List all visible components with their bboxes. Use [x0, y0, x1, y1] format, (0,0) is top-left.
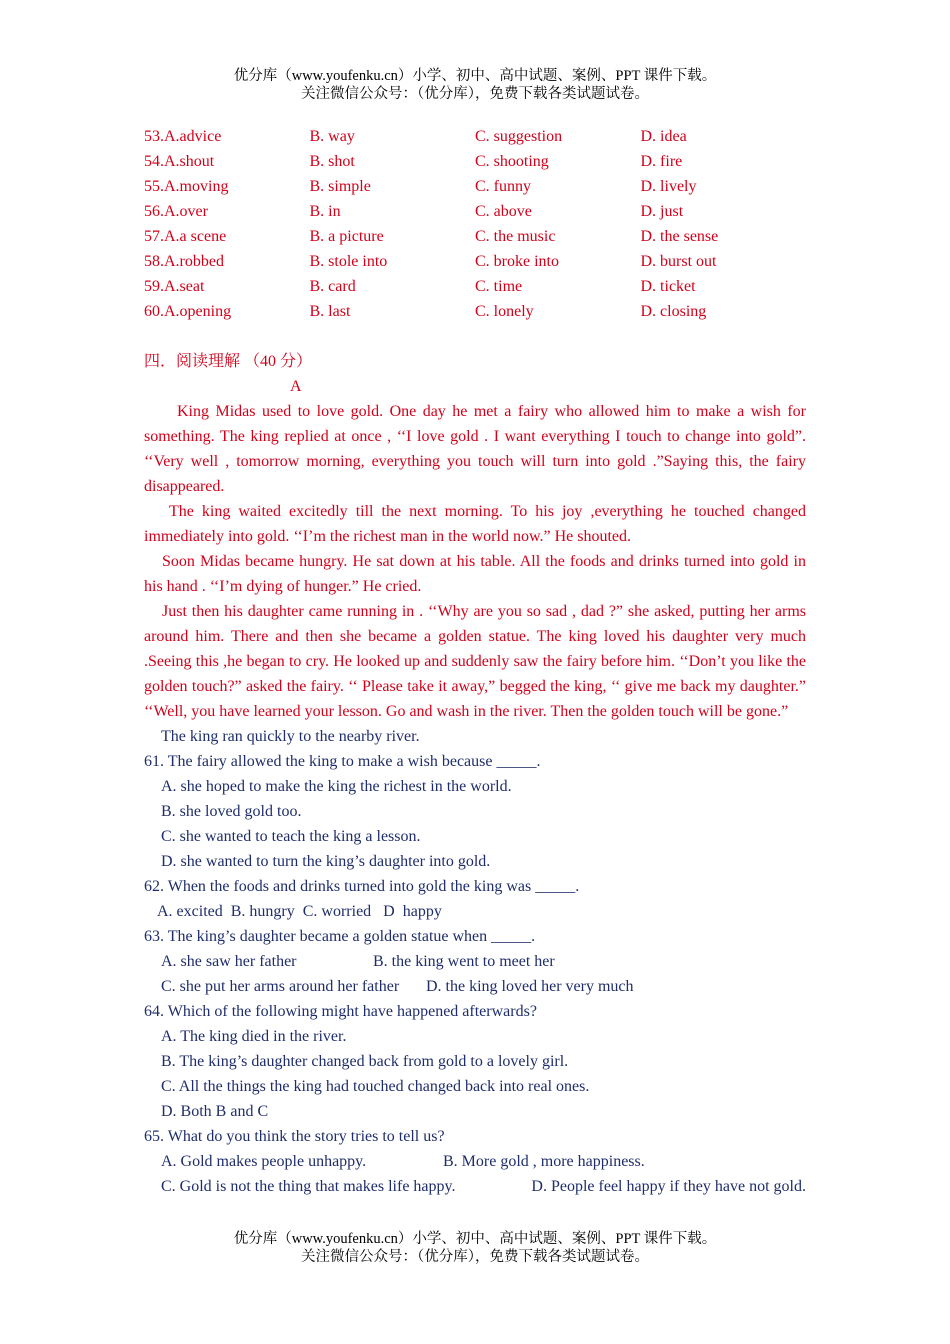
option-a: 58.A.robbed [144, 253, 224, 270]
answer-option-a: A. she hoped to make the king the richest in the world. [161, 778, 512, 795]
question-stem: 65. What do you think the story tries to tell us? [144, 1128, 445, 1145]
option-b: B. in [309, 203, 341, 220]
option-d: D. the sense [640, 228, 719, 245]
option-b: B. last [309, 303, 351, 320]
passage-label: A [290, 378, 302, 395]
options-row [144, 299, 806, 324]
answer-option-a: A. Gold makes people unhappy. [161, 1153, 367, 1170]
option-a: 56.A.over [144, 203, 208, 220]
answer-option-d: D. she wanted to turn the king’s daughter into gold. [161, 853, 491, 870]
option-c: C. broke into [475, 253, 559, 270]
option-b: B. simple [309, 178, 371, 195]
answer-row [144, 1149, 806, 1174]
answer-option-d: D. People feel happy if they have not gold. [531, 1178, 806, 1195]
answer-option-d: D. Both B and C [161, 1103, 269, 1120]
answer-option-b: B. More gold , more happiness. [443, 1153, 645, 1170]
answer-option-b: B. The king’s daughter changed back from gold to a lovely girl. [161, 1053, 569, 1070]
option-c: C. time [475, 278, 523, 295]
passage-paragraph-3: Soon Midas became hungry. He sat down at his table. All the foods and drinks turned into gold in his hand . ‘‘I’m dying of hunger.” He cried. [144, 553, 806, 595]
option-b: B. stole into [309, 253, 388, 270]
option-d: D. idea [640, 128, 687, 145]
answer-row [144, 974, 806, 999]
question-stem: 62. When the foods and drinks turned into gold the king was _____. [144, 878, 580, 895]
option-c: C. lonely [475, 303, 534, 320]
option-c: C. shooting [475, 153, 549, 170]
option-c: C. above [475, 203, 532, 220]
footer-line-1: 优分库（www.youfenku.cn）小学、初中、高中试题、案例、PPT 课件下载。 [233, 1231, 717, 1247]
options-row [144, 124, 806, 149]
option-a: 54.A.shout [144, 153, 215, 170]
options-row [144, 274, 806, 299]
option-d: D. just [640, 203, 684, 220]
answer-option-a: A. The king died in the river. [161, 1028, 347, 1045]
answer-option-c: C. she put her arms around her father [161, 978, 400, 995]
page-footer [0, 1230, 950, 1266]
answer-option-c: C. she wanted to teach the king a lesson. [161, 828, 421, 845]
answer-option-c: C. Gold is not the thing that makes life happy. [161, 1178, 456, 1195]
option-a: 57.A.a scene [144, 228, 227, 245]
question-63 [144, 924, 806, 999]
cloze-options [144, 124, 806, 324]
header-line-2: 关注微信公众号：（优分库），免费下载各类试题试卷。 [301, 86, 649, 102]
question-61 [144, 749, 806, 874]
option-b: B. way [309, 128, 355, 145]
option-b: B. a picture [309, 228, 384, 245]
option-b: B. card [309, 278, 356, 295]
question-64 [144, 999, 806, 1124]
option-c: C. the music [475, 228, 556, 245]
option-c: C. suggestion [475, 128, 563, 145]
question-62 [144, 874, 806, 924]
answer-option-b: B. she loved gold too. [161, 803, 302, 820]
footer-line-2: 关注微信公众号：（优分库），免费下载各类试题试卷。 [301, 1249, 649, 1265]
option-d: D. fire [640, 153, 683, 170]
question-stem: 61. The fairy allowed the king to make a wish because _____. [144, 753, 541, 770]
option-a: 53.A.advice [144, 128, 222, 145]
option-d: D. closing [640, 303, 707, 320]
passage-paragraph-5: The king ran quickly to the nearby river. [161, 728, 420, 745]
page-content [144, 124, 806, 1199]
answer-option-b: B. the king went to meet her [373, 953, 555, 970]
options-row [144, 199, 806, 224]
options-row [144, 174, 806, 199]
answer-option-d: D. the king loved her very much [426, 978, 634, 995]
option-a: 60.A.opening [144, 303, 232, 320]
passage-paragraph-1: King Midas used to love gold. One day he met a fairy who allowed him to make a wish for something. The king replied at once , ‘‘I love gold . I want everything I touch to change into gold”. ‘‘Very well , tomorrow morning, everything you touch will turn into gold .”Saying this, the fairy disappeared. [144, 403, 806, 495]
option-a: 59.A.seat [144, 278, 205, 295]
answer-options: A. excited B. hungry C. worried D happy [157, 903, 442, 920]
option-b: B. shot [309, 153, 355, 170]
answer-row [144, 1174, 806, 1199]
header-line-1: 优分库（www.youfenku.cn）小学、初中、高中试题、案例、PPT 课件下载。 [233, 68, 717, 84]
option-d: D. ticket [640, 278, 696, 295]
option-d: D. burst out [640, 253, 717, 270]
question-65 [144, 1124, 806, 1199]
option-a: 55.A.moving [144, 178, 229, 195]
answer-row [144, 949, 806, 974]
section-title: 四．阅读理解 （40 分） [144, 353, 313, 370]
options-row [144, 149, 806, 174]
question-stem: 63. The king’s daughter became a golden statue when _____. [144, 928, 536, 945]
page-header [0, 67, 950, 103]
question-stem: 64. Which of the following might have happened afterwards? [144, 1003, 537, 1020]
option-d: D. lively [640, 178, 697, 195]
options-row [144, 224, 806, 249]
option-c: C. funny [475, 178, 531, 195]
options-row [144, 249, 806, 274]
passage-paragraph-4: Just then his daughter came running in . ‘‘Why are you so sad , dad ?” she asked, putting her arms around him. There and then she became a golden statue. The king loved his daughter very much .Seeing this ,he began to cry. He looked up and suddenly saw the fairy before him. ‘‘Don’t you like the golden touch?” asked the fairy. ‘‘ Please take it away,” begged the king, ‘‘ give me back my daughter.” ‘‘Well, you have learned your lesson. Go and wash in the river. Then the golden touch will be gone.” [144, 603, 806, 720]
answer-option-c: C. All the things the king had touched changed back into real ones. [161, 1078, 590, 1095]
passage-paragraph-2: The king waited excitedly till the next morning. To his joy ,everything he touched changed immediately into gold. ‘‘I’m the richest man in the world now.” He shouted. [144, 503, 806, 545]
answer-option-a: A. she saw her father [161, 953, 297, 970]
